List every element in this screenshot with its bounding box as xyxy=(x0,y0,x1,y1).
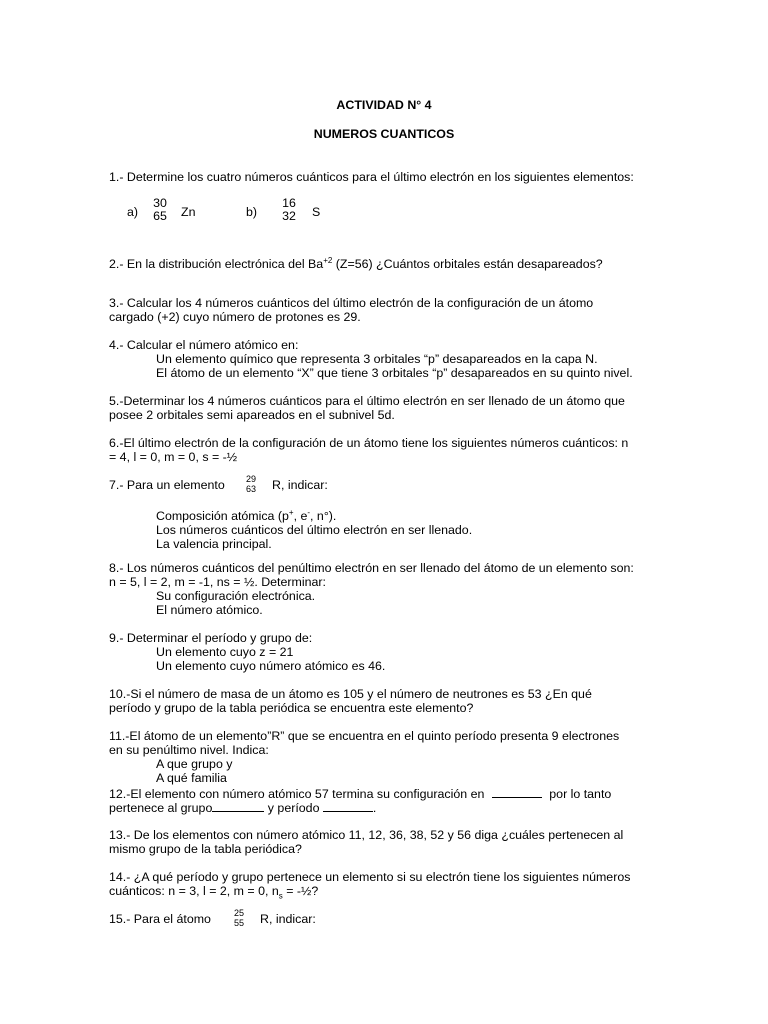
s-top-number: 16 xyxy=(282,196,296,210)
atom-r-bottom-number: 55 xyxy=(233,918,244,928)
question-12-part-3: pertenece al grupo xyxy=(109,801,213,815)
question-8 xyxy=(109,561,657,617)
question-3-line-1: 3.- Calcular los 4 números cuánticos del último electrón de la configuración de un átomo xyxy=(109,296,594,310)
element-r-top-number: 29 xyxy=(245,474,256,484)
question-10 xyxy=(109,687,657,715)
question-11 xyxy=(109,729,657,785)
q7-item-1-mid: , e xyxy=(293,509,308,524)
question-5-line-2: posee 2 orbitales semi apareados en el subnivel 5d. xyxy=(109,408,395,422)
question-2-post: (Z=56) ¿Cuántos orbitales están desapareados? xyxy=(332,257,603,272)
blank-period xyxy=(323,801,373,812)
question-5 xyxy=(109,394,657,422)
question-11-item-1: A que grupo y xyxy=(156,757,233,771)
question-8-line-1: 8.- Los números cuánticos del penúltimo electrón en ser llenado del átomo de un elemento son: xyxy=(109,561,634,575)
question-15-pre: 15.- Para el átomo xyxy=(109,912,211,926)
question-15-post: R, indicar: xyxy=(260,912,316,926)
question-10-line-1: 10.-Si el número de masa de un átomo es 105 y el número de neutrones es 53 ¿En qué xyxy=(109,687,592,701)
question-9-line-1: 9.- Determinar el período y grupo de: xyxy=(109,631,313,645)
atom-r-nuclide xyxy=(231,908,247,928)
question-12-part-2: por lo tanto xyxy=(549,787,612,801)
question-12 xyxy=(109,787,657,815)
zn-top-number: 30 xyxy=(153,196,167,210)
question-14-line-2-post: = -½? xyxy=(282,884,319,898)
blank-group xyxy=(212,801,264,812)
question-1 xyxy=(109,170,657,184)
question-12-part-5: . xyxy=(372,801,377,815)
zn-symbol: Zn xyxy=(181,205,196,219)
question-6-line-1: 6.-El último electrón de la configuración de un átomo tiene los siguientes números cuánticos: n xyxy=(109,436,629,450)
question-2-pre: 2.- En la distribución electrónica del Ba xyxy=(109,257,324,272)
question-11-line-2: en su penúltimo nivel. Indica: xyxy=(109,743,269,757)
question-2 xyxy=(109,254,657,271)
proton-sign: + xyxy=(288,508,294,517)
activity-title: ACTIVIDAD N° 4 xyxy=(336,98,432,112)
blank-configuration xyxy=(492,787,542,798)
atom-r-top-number: 25 xyxy=(233,908,244,918)
option-a-label: a) xyxy=(127,205,139,219)
question-4-item-1: Un elemento químico que representa 3 orbitales “p” desapareados en la capa N. xyxy=(156,352,598,366)
q7-item-1-pre: Composición atómica (p xyxy=(156,509,289,524)
question-7-pre: 7.- Para un elemento xyxy=(109,478,225,492)
question-14 xyxy=(109,870,657,903)
question-7-post: R, indicar: xyxy=(272,478,328,492)
question-9-item-1: Un elemento cuyo z = 21 xyxy=(156,645,294,659)
question-8-item-2: El número atómico. xyxy=(156,603,263,617)
question-8-item-1: Su configuración electrónica. xyxy=(156,589,316,603)
spin-subscript: s xyxy=(278,891,283,901)
question-4 xyxy=(109,338,657,380)
q7-item-1-post: , n°). xyxy=(310,509,337,524)
question-13 xyxy=(109,828,657,856)
question-14-line-1: 14.- ¿A qué período y grupo pertenece un elemento si su electrón tiene los siguientes números xyxy=(109,870,631,884)
question-4-item-2: El átomo de un elemento “X” que tiene 3 orbitales “p” desapareados en su quinto nivel. xyxy=(156,366,633,380)
question-12-part-4: y período xyxy=(267,801,320,815)
question-5-line-1: 5.-Determinar los 4 números cuánticos para el último electrón en ser llenado de un átomo que xyxy=(109,394,625,408)
question-11-item-2: A qué familia xyxy=(156,771,227,785)
question-8-line-2: n = 5, l = 2, m = -1, ns = ½. Determinar: xyxy=(109,575,326,589)
question-14-line-2-pre: cuánticos: n = 3, l = 2, m = 0, n xyxy=(109,884,279,898)
s-bottom-number: 32 xyxy=(282,209,296,223)
question-6-line-2: = 4, l = 0, m = 0, s = -½ xyxy=(109,450,238,464)
electron-sign: - xyxy=(307,508,311,517)
question-4-line-1: 4.- Calcular el número atómico en: xyxy=(109,338,299,352)
question-12-part-1: 12.-El elemento con número atómico 57 termina su configuración en xyxy=(109,787,485,801)
question-7-item-3: La valencia principal. xyxy=(156,537,272,552)
element-r-nuclide xyxy=(243,474,259,494)
question-7-items xyxy=(109,506,657,551)
question-11-line-1: 11.-El átomo de un elemento”R” que se encuentra en el quinto período presenta 9 electrones xyxy=(109,729,620,743)
question-9-item-2: Un elemento cuyo número atómico es 46. xyxy=(156,659,386,673)
question-10-line-2: período y grupo de la tabla periódica se encuentra este elemento? xyxy=(109,701,474,715)
s-symbol: S xyxy=(312,205,321,219)
barium-charge: +2 xyxy=(323,256,333,265)
question-3 xyxy=(109,296,657,324)
question-1-text: 1.- Determine los cuatro números cuánticos para el último electrón en los siguientes elementos: xyxy=(109,170,634,184)
question-6 xyxy=(109,436,657,464)
option-b-label: b) xyxy=(246,205,258,219)
zn-bottom-number: 65 xyxy=(153,209,167,223)
s-nuclide xyxy=(279,197,299,223)
question-13-line-1: 13.- De los elementos con número atómico 11, 12, 36, 38, 52 y 56 diga ¿cuáles pertenecen al xyxy=(109,828,624,842)
question-9 xyxy=(109,631,657,673)
topic-title: NUMEROS CUANTICOS xyxy=(313,127,455,141)
zn-nuclide xyxy=(150,197,170,223)
question-3-line-2: cargado (+2) cuyo número de protones es 29. xyxy=(109,310,361,324)
question-7-item-2: Los números cuánticos del último electrón en ser llenado. xyxy=(156,523,473,538)
question-13-line-2: mismo grupo de la tabla periódica? xyxy=(109,842,302,856)
element-r-bottom-number: 63 xyxy=(245,484,256,494)
